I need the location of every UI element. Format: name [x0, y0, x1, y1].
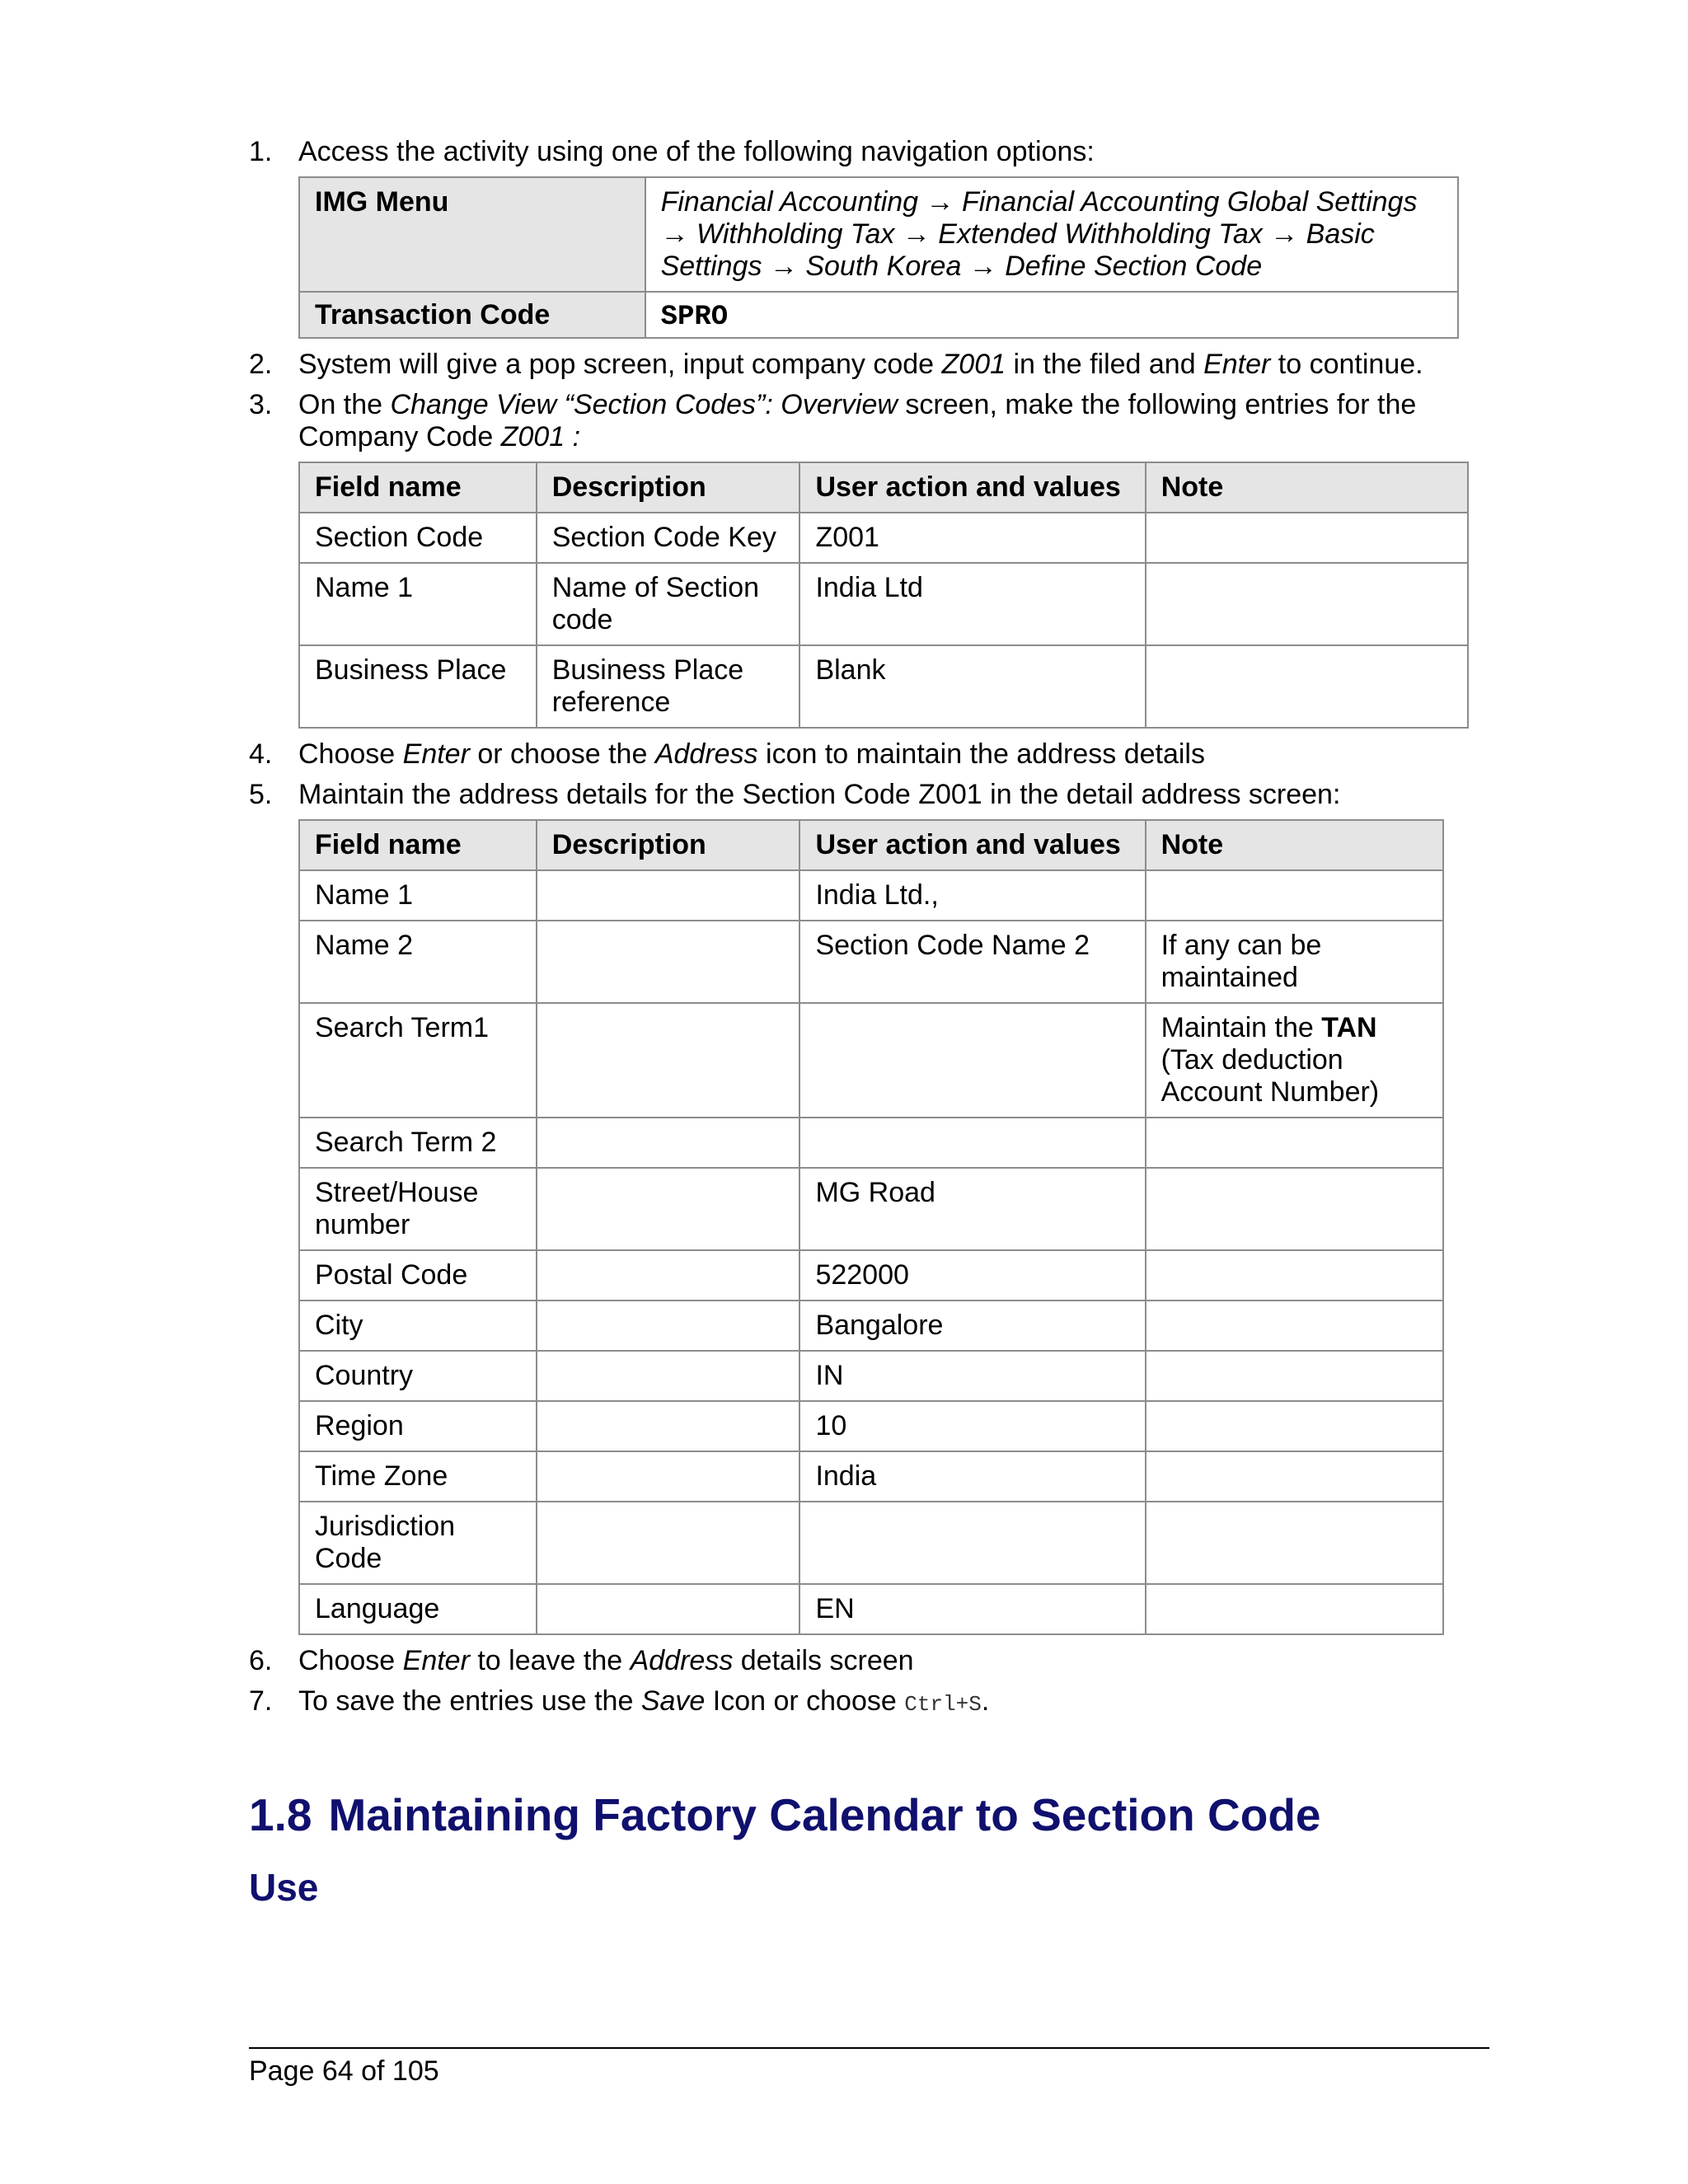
column-header: Note — [1146, 820, 1443, 870]
table-cell — [537, 870, 800, 921]
table-cell — [1146, 645, 1468, 728]
table-cell: MG Road — [799, 1168, 1145, 1250]
table-cell — [799, 1003, 1145, 1118]
table-row — [299, 513, 1468, 563]
table-cell — [799, 1502, 1145, 1584]
table-cell: If any can be maintained — [1146, 921, 1443, 1003]
step-6 — [249, 1645, 1489, 1677]
table-cell: EN — [799, 1584, 1145, 1634]
step-number: 4. — [249, 738, 273, 770]
table-header-row — [299, 462, 1468, 513]
table-cell — [1146, 870, 1443, 921]
step-number: 1. — [249, 136, 273, 167]
table-row — [299, 1168, 1443, 1250]
table-row — [299, 1301, 1443, 1351]
step-4 — [249, 738, 1489, 771]
section-number: 1.8 — [249, 1789, 312, 1840]
table-cell: Section Code Key — [537, 513, 800, 563]
step-number: 3. — [249, 389, 273, 420]
table-cell — [1146, 1451, 1443, 1502]
transaction-code-value: SPRO — [645, 292, 1458, 338]
tan-note-cell: Maintain the TAN (Tax deduction Account Number) — [1146, 1003, 1443, 1118]
subheading-use: Use — [249, 1866, 319, 1909]
address-details-table — [298, 819, 1444, 1635]
step-text: System will give a pop screen, input company code Z001 in the filed and Enter to continue. — [298, 349, 1423, 380]
table-row — [299, 1401, 1443, 1451]
table-row — [299, 1351, 1443, 1401]
table-cell: Bangalore — [799, 1301, 1145, 1351]
footer-divider — [249, 2047, 1489, 2049]
table-row — [299, 1250, 1443, 1301]
table-cell: Region — [299, 1401, 537, 1451]
table-cell: Jurisdiction Code — [299, 1502, 537, 1584]
table-cell: Search Term 2 — [299, 1118, 537, 1168]
table-cell — [537, 1401, 800, 1451]
table-cell — [1146, 1168, 1443, 1250]
column-header: User action and values — [799, 462, 1145, 513]
step-text: On the Change View “Section Codes”: Overview screen, make the following entries for the Company Code Z001 : — [298, 389, 1417, 452]
section-code-table — [298, 462, 1469, 729]
table-cell: IN — [799, 1351, 1145, 1401]
column-header: Note — [1146, 462, 1468, 513]
step-number: 2. — [249, 349, 273, 380]
img-menu-label: IMG Menu — [299, 177, 645, 292]
table-row — [299, 645, 1468, 728]
table-cell: Section Code — [299, 513, 537, 563]
table-cell — [1146, 1118, 1443, 1168]
table-cell — [537, 1451, 800, 1502]
table-cell: 10 — [799, 1401, 1145, 1451]
table-row — [299, 870, 1443, 921]
table-cell: India Ltd — [799, 563, 1145, 645]
column-header: User action and values — [799, 820, 1145, 870]
table-row — [299, 177, 1458, 292]
step-number: 6. — [249, 1645, 273, 1676]
table-cell: Business Place reference — [537, 645, 800, 728]
table-cell — [537, 1351, 800, 1401]
table-cell — [537, 1003, 800, 1118]
document-body — [249, 136, 1489, 1910]
table-row — [299, 1502, 1443, 1584]
section-heading — [249, 1788, 1489, 1841]
table-cell — [1146, 563, 1468, 645]
table-cell: Language — [299, 1584, 537, 1634]
table-cell — [1146, 1301, 1443, 1351]
section-title: Maintaining Factory Calendar to Section Code — [328, 1789, 1321, 1840]
step-text: Maintain the address details for the Section Code Z001 in the detail address screen: — [298, 779, 1341, 810]
table-cell — [799, 1118, 1145, 1168]
table-cell — [1146, 1502, 1443, 1584]
navigation-table — [298, 176, 1459, 339]
transaction-code-label: Transaction Code — [299, 292, 645, 338]
table-cell: Street/House number — [299, 1168, 537, 1250]
step-3 — [249, 389, 1489, 729]
table-row — [299, 1584, 1443, 1634]
table-cell — [537, 1502, 800, 1584]
table-cell — [537, 1301, 800, 1351]
table-row — [299, 1003, 1443, 1118]
table-cell — [1146, 1351, 1443, 1401]
table-cell — [1146, 513, 1468, 563]
table-cell: India — [799, 1451, 1145, 1502]
table-cell: Blank — [799, 645, 1145, 728]
table-cell: City — [299, 1301, 537, 1351]
page-footer: Page 64 of 105 — [249, 2055, 439, 2087]
step-text: Choose Enter to leave the Address details screen — [298, 1645, 914, 1676]
keyboard-shortcut: Ctrl+S — [904, 1692, 982, 1717]
table-row — [299, 1118, 1443, 1168]
table-header-row — [299, 820, 1443, 870]
step-number: 5. — [249, 779, 273, 810]
table-cell — [537, 921, 800, 1003]
table-row — [299, 921, 1443, 1003]
step-number: 7. — [249, 1685, 273, 1717]
table-cell: 522000 — [799, 1250, 1145, 1301]
step-2 — [249, 349, 1489, 381]
column-header: Description — [537, 462, 800, 513]
table-cell: India Ltd., — [799, 870, 1145, 921]
column-header: Field name — [299, 462, 537, 513]
table-cell: Section Code Name 2 — [799, 921, 1145, 1003]
table-cell — [537, 1168, 800, 1250]
step-text: Access the activity using one of the following navigation options: — [298, 136, 1095, 167]
table-cell: Country — [299, 1351, 537, 1401]
table-cell: Name 2 — [299, 921, 537, 1003]
table-cell — [537, 1118, 800, 1168]
table-cell: Name 1 — [299, 870, 537, 921]
table-cell — [1146, 1584, 1443, 1634]
table-cell — [1146, 1401, 1443, 1451]
table-cell: Name of Section code — [537, 563, 800, 645]
table-cell — [537, 1584, 800, 1634]
table-row — [299, 292, 1458, 338]
table-cell: Business Place — [299, 645, 537, 728]
column-header: Description — [537, 820, 800, 870]
table-cell: Time Zone — [299, 1451, 537, 1502]
table-cell — [537, 1250, 800, 1301]
img-menu-path: Financial Accounting → Financial Accounting Global Settings → Withholding Tax → Extended Withholding Tax → Basic Settings → South Korea → Define Section Code — [645, 177, 1458, 292]
table-cell: Postal Code — [299, 1250, 537, 1301]
step-1 — [249, 136, 1489, 339]
table-cell — [1146, 1250, 1443, 1301]
step-5 — [249, 779, 1489, 1635]
column-header: Field name — [299, 820, 537, 870]
step-text: Choose Enter or choose the Address icon to maintain the address details — [298, 738, 1205, 770]
step-7 — [249, 1685, 1489, 1721]
step-text: To save the entries use the Save Icon or choose Ctrl+S. — [298, 1685, 990, 1717]
table-row — [299, 1451, 1443, 1502]
table-cell: Z001 — [799, 513, 1145, 563]
table-cell: Search Term1 — [299, 1003, 537, 1118]
table-row — [299, 563, 1468, 645]
table-cell: Name 1 — [299, 563, 537, 645]
